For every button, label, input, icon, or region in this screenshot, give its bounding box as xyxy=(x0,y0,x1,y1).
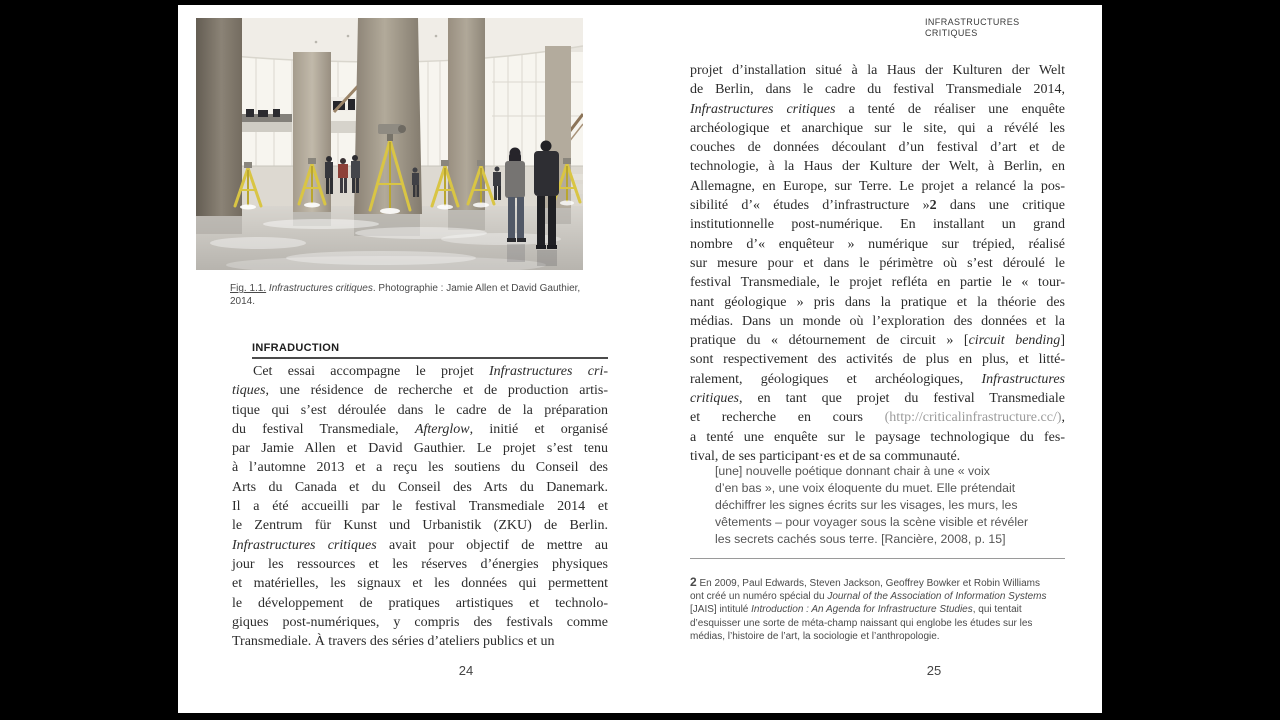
text-line: technologie, à la Haus der Kulture der Welt, à Berlin, en xyxy=(690,159,1065,175)
figure-photo xyxy=(196,18,583,270)
text-segment: Infrastructures critiques xyxy=(232,537,377,553)
text-line: ont créé un numéro spécial du Journal of the Association of Information Systems xyxy=(690,591,1047,603)
footnote-rule xyxy=(690,558,1065,559)
text-segment: Infrastructures cri- xyxy=(488,364,608,379)
text-line: les secrets cachés sous terre. [Rancière, 2008, p. 15] xyxy=(715,531,1006,546)
section-heading: INFRADUCTION xyxy=(252,342,608,359)
text-line: vêtements – pour voyager sous la scène visible et révéler xyxy=(715,514,1029,529)
text-line: Fig. 1.1. Infrastructures critiques. Photographie : Jamie Allen et David Gauthier, xyxy=(230,283,581,294)
text-line: médias, l’histoire de l’art, la sociologie et l’anthropologie. xyxy=(690,630,940,642)
text-segment: 2 xyxy=(929,198,937,214)
text-line: Infrastructures critiques a tenté de réaliser une enquête xyxy=(690,101,1065,117)
text-segment: 2 xyxy=(690,575,697,589)
page-number-left: 24 xyxy=(458,663,474,678)
figure-caption xyxy=(230,282,590,308)
text-line: ralement, géologiques et archéologiques, Infrastructures xyxy=(690,371,1065,387)
text-line: à l’automne 2013 et a reçu les soutiens du Conseil des xyxy=(232,460,608,476)
right-page-body xyxy=(690,61,1065,466)
text-line: giques post-numériques, y compris des festivals comme xyxy=(232,614,608,630)
text-line: nombre d’« enquêteur » numérique sur trépied, réalisé xyxy=(690,236,1065,252)
text-line: a tenté une enquête sur le paysage technologique du fes- xyxy=(690,429,1065,445)
text-segment: Introduction : An Agenda for Infrastructure Studies xyxy=(751,604,973,616)
text-line: Transmediale. À travers des séries d’ateliers publics et un xyxy=(232,634,555,650)
text-line: nant géologique » pris dans la pratique et la théorie des xyxy=(690,294,1065,310)
text-line: et matérielles, les signaux et les données qui permettent xyxy=(232,576,608,592)
text-line: [une] nouvelle poétique donnant chair à une « voix xyxy=(715,464,990,478)
text-line: archéologique et anarchique sur le site, qui a révélé les xyxy=(690,120,1065,136)
text-line: le développement de pratiques artistiques et technolo- xyxy=(232,595,608,611)
text-line: Allemagne, en Europe, sur Terre. Le projet a relancé la pos- xyxy=(690,178,1065,194)
running-header-line1: INFRASTRUCTURES xyxy=(925,17,1020,27)
text-line: Infrastructures critiques avait pour objectif de mettre au xyxy=(232,537,608,553)
text-line: Il a été accueilli par le festival Transmediale 2014 et xyxy=(232,499,608,515)
text-segment: critiques xyxy=(690,391,739,407)
text-line: festival Transmediale, le projet refléta en partie le « tour- xyxy=(690,275,1065,291)
text-line: [JAIS] intitulé Introduction : An Agenda for Infrastructure Studies, qui tentait xyxy=(690,604,1022,616)
text-segment: Infrastructures critiques xyxy=(268,283,373,294)
text-line: et recherche en cours (http://criticalinfrastructure.cc/), xyxy=(690,410,1065,426)
running-header-line2: CRITIQUES xyxy=(925,27,978,38)
left-page-body xyxy=(232,362,608,651)
text-line: tiques, une résidence de recherche et de production artis- xyxy=(232,383,608,399)
text-line: Arts du Canada et du Conseil des Arts du Danemark. xyxy=(232,479,608,495)
text-segment: circuit bending xyxy=(968,333,1061,349)
text-line: sur mesure pour et dans le périmètre où s’est déroulé le xyxy=(690,255,1065,271)
text-line: 2014. xyxy=(230,296,256,307)
text-segment: Fig. 1.1. xyxy=(230,283,267,294)
text-line: médias. Dans un monde où l’exploration des données et la xyxy=(690,313,1065,329)
page-number-right: 25 xyxy=(926,663,942,678)
text-line: sibilité d’« études d’infrastructure »2 dans une critique xyxy=(690,198,1065,214)
text-line: jour les ressources et les réserves d’énergies physiques xyxy=(232,556,608,572)
text-segment: Infrastructures critiques xyxy=(690,101,836,117)
text-segment: tiques xyxy=(232,383,266,399)
text-line: le Zentrum für Kunst und Urbanistik (ZKU) de Berlin. xyxy=(232,518,608,534)
text-line: du festival Transmediale, Afterglow, initié et organisé xyxy=(232,421,608,437)
book-spread xyxy=(178,5,1102,713)
text-segment: Infrastructures xyxy=(981,371,1065,387)
text-line: tival, de ses participant·es et de sa communauté. xyxy=(690,448,961,464)
text-line: critiques, en tant que projet du festival Transmediale xyxy=(690,391,1065,407)
text-line: projet d’installation situé à la Haus der Kulturen der Welt xyxy=(690,63,1065,78)
text-line: institutionnelle post-numérique. En installant un grand xyxy=(690,217,1065,233)
footnote xyxy=(690,576,1070,643)
running-header xyxy=(925,17,1020,38)
text-line: couches de données découlant d’un festival d’art et de xyxy=(690,140,1065,156)
text-line: 2 En 2009, Paul Edwards, Steven Jackson, Geoffrey Bowker et Robin Williams xyxy=(690,575,1040,589)
text-line: par Jamie Allen et David Gauthier. Le projet s’est tenu xyxy=(232,441,608,457)
text-segment: Afterglow xyxy=(414,421,470,437)
text-line: d’en bas », une voix éloquente du muet. Elle prétendait xyxy=(715,480,1016,495)
text-line: d’esquisser une sorte de méta-champ naissant qui englobe les études sur les xyxy=(690,617,1033,629)
text-segment: (http://criticalinfrastructure.cc/) xyxy=(884,410,1062,426)
text-line: de Berlin, dans le cadre du festival Transmediale 2014, xyxy=(690,82,1065,98)
blockquote xyxy=(715,463,1055,548)
text-line: déchiffrer les signes écrits sur les visages, les murs, les xyxy=(715,497,1018,512)
text-line: tique qui s’est déroulée dans le cadre de la préparation xyxy=(232,402,608,418)
text-line: pratique du « détournement de circuit » [circuit bending] xyxy=(690,333,1065,349)
text-line: sont respectivement des activités de plus en plus, et litté- xyxy=(690,352,1065,368)
text-segment: Journal of the Association of Information Systems xyxy=(827,591,1047,603)
text-line: Cet essai accompagne le projet Infrastructures cri- xyxy=(253,364,608,379)
